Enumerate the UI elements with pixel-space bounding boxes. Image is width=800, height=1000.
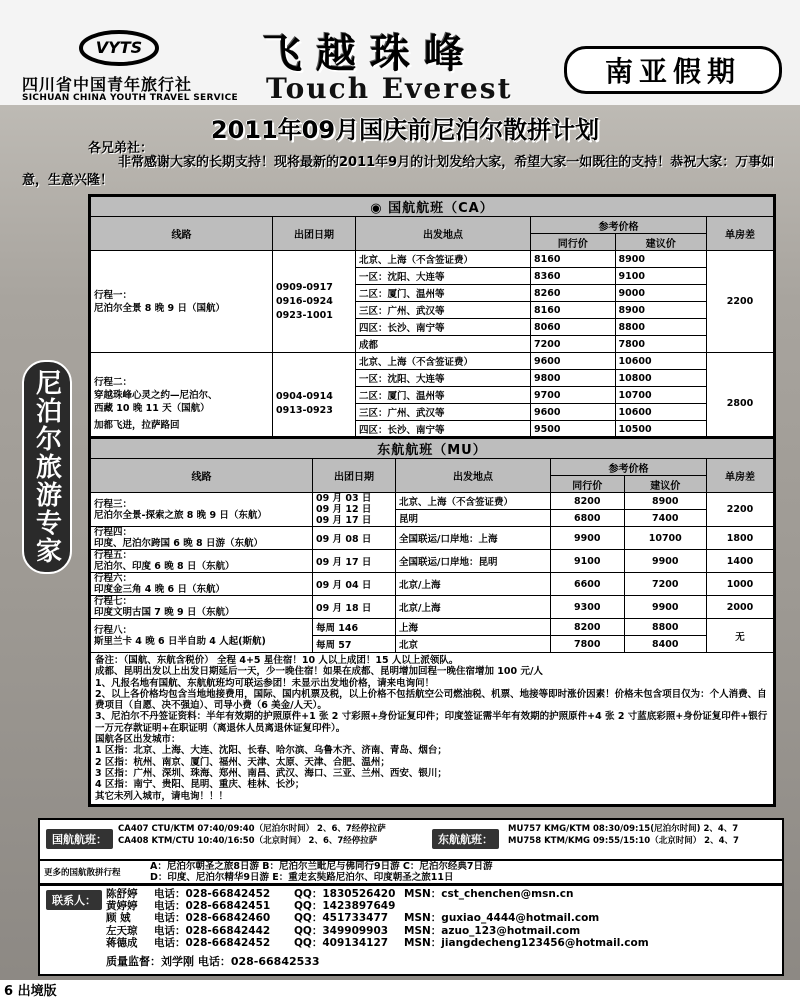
mu-date-cell: 每周 57 — [313, 636, 396, 653]
peer-price: 8200 — [551, 619, 625, 636]
contact-name: 蒋德成 — [106, 936, 138, 949]
depart-cell: 北京 — [396, 636, 551, 653]
peer-price: 8160 — [531, 302, 616, 319]
contacts-box — [38, 884, 784, 976]
contact-msn: MSN：jiangdecheng123456@hotmail.com — [404, 936, 649, 949]
col-date: 出团日期 — [273, 217, 356, 251]
col-suggest: 建议价 — [624, 476, 707, 493]
suggest-price: 10600 — [615, 353, 707, 370]
note-line: 2、以上各价格均包含当地地接费用，国际、国内机票及税，以上价格不包括航空公司燃油税、机票、地接等即时涨价因素！价格未包含项目仅为：个人消费、自费项目（自愿、决不强迫）、司导小费（6 美金/人天）。 — [95, 688, 767, 712]
flight-info — [38, 818, 784, 862]
route-line: 行程四： — [94, 527, 133, 538]
contact-list — [106, 888, 649, 949]
mu-flight-line: MU757 KMG/KTM 08:30/09:15(尼泊尔时间) 2、4、7 — [508, 824, 739, 834]
ca-flight-line: CA407 CTU/KTM 07:40/09:40（尼泊尔时间） 2、6、7经停拉萨 — [118, 824, 386, 834]
contact-tel: 电话：028-66842452 — [154, 888, 271, 900]
note-line: 国航各区出发城市： — [95, 734, 181, 746]
suggest-price: 10800 — [615, 370, 707, 387]
suggest-price: 8900 — [615, 302, 707, 319]
route-line: 行程七： — [94, 596, 133, 607]
peer-price: 9600 — [531, 404, 616, 421]
route-line: 行程一： — [94, 289, 133, 301]
depart-cell: 三区：广州、武汉等 — [356, 302, 531, 319]
mu-route-cell — [91, 527, 313, 550]
peer-price: 7800 — [551, 636, 625, 653]
contact-msn: MSN：azuo_123@hotmail.com — [404, 924, 581, 937]
mu-date-cell: 每周 146 — [313, 619, 396, 636]
date-line: 0904-0914 — [276, 390, 333, 402]
peer-price: 6800 — [551, 510, 625, 527]
route-line: 印度金三角 4 晚 6 日（东航） — [94, 584, 225, 595]
airchina-icon: ◉ — [370, 201, 389, 216]
contact-qq: QQ：1830526420 — [294, 888, 396, 900]
date-line: 09 月 17 日 — [316, 515, 372, 526]
contacts-label: 联系人： — [46, 890, 102, 910]
route-line: 穿越珠峰心灵之约—尼泊尔、 — [94, 389, 218, 401]
ca-flight-lines — [118, 823, 386, 847]
note-line: 备注：（国航、东航含税价） 全程 4+5 星住宿！10 人以上成团！15 人以上派领队。 — [95, 655, 459, 666]
col-peer: 同行价 — [531, 234, 616, 251]
mu-date-cell: 09 月 04 日 — [313, 573, 396, 596]
col-peer: 同行价 — [551, 476, 625, 493]
main-title: 飞越珠峰 — [262, 30, 478, 77]
contact-row — [106, 925, 649, 937]
agency-name-cn: 四川省中国青年旅行社 — [22, 75, 193, 94]
mu-section-title: 东航航班（MU） — [91, 439, 774, 459]
vyts-logo — [78, 26, 160, 70]
peer-price: 6600 — [551, 573, 625, 596]
mu-row — [91, 493, 774, 510]
mu-flight-tag: 东航航班： — [432, 829, 499, 849]
greeting-body: 非常感谢大家的长期支持！现将最新的2011年9月的计划发给大家，希望大家一如既往的支持！恭祝大家：万事如意，生意兴隆！ — [22, 155, 775, 188]
plan-title: 2011年09月国庆前尼泊尔散拼计划 — [210, 116, 600, 144]
depart-cell: 北京、上海（不含签证费） — [356, 353, 531, 370]
contact-qq: QQ：349909903 — [294, 924, 389, 937]
peer-price: 8160 — [531, 251, 616, 268]
route-line: 印度、尼泊尔跨国 6 晚 8 日游（东航） — [94, 538, 263, 549]
suggest-price: 7400 — [624, 510, 707, 527]
suggest-price: 7200 — [624, 573, 707, 596]
depart-cell: 二区：厦门、温州等 — [356, 285, 531, 302]
single-supplement: 1000 — [707, 573, 774, 596]
peer-price: 7200 — [531, 336, 616, 353]
mu-date-cell: 09 月 08 日 — [313, 527, 396, 550]
depart-cell: 上海 — [396, 619, 551, 636]
date-line: 0916-0924 — [276, 295, 333, 307]
contact-msn: MSN：cst_chenchen@msn.cn — [404, 888, 574, 900]
date-line: 09 月 03 日 — [316, 493, 372, 504]
peer-price: 9800 — [531, 370, 616, 387]
contact-row — [106, 912, 649, 924]
route-line: 行程五： — [94, 550, 133, 561]
contact-tel: 电话：028-66842442 — [154, 924, 271, 937]
peer-price: 8360 — [531, 268, 616, 285]
route-line: 尼泊尔全景 8 晚 9 日（国航） — [94, 302, 225, 314]
page-footer: 6 出境版 — [0, 980, 800, 1000]
mu-row — [91, 573, 774, 596]
date-line: 0909-0917 — [276, 281, 333, 293]
mu-date-cell — [313, 493, 396, 527]
col-date: 出团日期 — [313, 459, 396, 493]
col-ref: 参考价格 — [531, 217, 707, 234]
peer-price: 9100 — [551, 550, 625, 573]
mu-route-cell — [91, 596, 313, 619]
depart-cell: 四区：长沙、南宁等 — [356, 421, 531, 438]
suggest-price: 8800 — [615, 319, 707, 336]
ca-table-box — [88, 194, 776, 457]
col-single: 单房差 — [707, 459, 774, 493]
col-ref: 参考价格 — [551, 459, 707, 476]
depart-cell: 三区：广州、武汉等 — [356, 404, 531, 421]
suggest-price: 9000 — [615, 285, 707, 302]
mu-flight-lines — [508, 823, 739, 847]
mu-row — [91, 619, 774, 636]
peer-price: 9500 — [531, 421, 616, 438]
greeting-salutation: 各兄弟社： — [88, 141, 154, 156]
single-supplement: 1400 — [707, 550, 774, 573]
contact-tel: 电话：028-66842451 — [154, 900, 271, 913]
col-route: 线路 — [91, 459, 313, 493]
suggest-price: 7800 — [615, 336, 707, 353]
ca-table — [90, 196, 774, 455]
col-depart: 出发地点 — [356, 217, 531, 251]
route-line: 尼泊尔、印度 6 晚 8 日（东航） — [94, 561, 235, 572]
suggest-price: 10500 — [615, 421, 707, 438]
depart-cell: 二区：厦门、温州等 — [356, 387, 531, 404]
contact-tel: 电话：028-66842460 — [154, 912, 271, 925]
suggest-price: 10700 — [624, 527, 707, 550]
ca-section-title: ◉ 国航航班（CA） — [91, 197, 774, 217]
mu-route-cell — [91, 619, 313, 653]
mu-row — [91, 527, 774, 550]
col-single: 单房差 — [707, 217, 774, 251]
single-supplement: 1800 — [707, 527, 774, 550]
peer-price: 9600 — [531, 353, 616, 370]
ca-flight-line: CA408 KTM/CTU 10:40/16:50（北京时间） 2、6、7经停拉萨 — [118, 836, 378, 846]
suggest-price: 10600 — [615, 404, 707, 421]
suggest-price: 8900 — [624, 493, 707, 510]
more-tours-line: D：印度、尼泊尔精华9日游 E：重走玄奘路尼泊尔、印度朝圣之旅11日 — [150, 872, 454, 883]
south-asia-badge: 南亚假期 — [564, 46, 782, 94]
quality-supervisor: 质量监督：刘学刚 电话：028-66842533 — [106, 955, 320, 968]
suggest-price: 8800 — [624, 619, 707, 636]
ca-row — [91, 251, 774, 268]
contact-qq: QQ：409134127 — [294, 936, 389, 949]
route-line: 西藏 10 晚 11 天（国航） — [94, 402, 210, 414]
single-supplement: 无 — [707, 619, 774, 653]
peer-price: 8260 — [531, 285, 616, 302]
contact-name: 陈舒婷 — [106, 888, 138, 900]
col-suggest: 建议价 — [615, 234, 707, 251]
depart-cell: 四区：长沙、南宁等 — [356, 319, 531, 336]
route-line: 印度文明古国 7 晚 9 日（东航） — [94, 607, 235, 618]
sub-title: Touch Everest — [266, 72, 513, 105]
suggest-price: 8400 — [624, 636, 707, 653]
svg-text:VYTS: VYTS — [95, 38, 143, 57]
contact-name: 左天琼 — [106, 924, 138, 937]
agency-name-en: SICHUAN CHINA YOUTH TRAVEL SERVICE — [22, 93, 238, 103]
single-supplement: 2200 — [707, 251, 774, 353]
mu-date-cell: 09 月 18 日 — [313, 596, 396, 619]
ca-route-cell — [91, 251, 273, 353]
date-line: 0923-1001 — [276, 309, 333, 321]
mu-table-box — [88, 436, 776, 807]
depart-cell: 一区：沈阳、大连等 — [356, 370, 531, 387]
note-line: 3 区指：广州、深圳、珠海、郑州、南昌、武汉、海口、三亚、兰州、西安、银川； — [95, 767, 447, 779]
mu-route-cell — [91, 550, 313, 573]
depart-cell: 一区：沈阳、大连等 — [356, 268, 531, 285]
ca-flight-tag: 国航航班： — [46, 829, 113, 849]
ca-date-cell — [273, 251, 356, 353]
contact-qq: QQ：1423897649 — [294, 900, 396, 913]
mu-route-cell — [91, 493, 313, 527]
note-line: 2 区指：杭州、南京、厦门、福州、天津、太原、天津、合肥、温州； — [95, 756, 390, 768]
peer-price: 9700 — [531, 387, 616, 404]
mu-route-cell — [91, 573, 313, 596]
route-line: 行程二： — [94, 376, 133, 388]
depart-cell: 北京/上海 — [396, 573, 551, 596]
mu-row — [91, 550, 774, 573]
more-tours-lines — [150, 861, 493, 883]
depart-cell: 全国联运/口岸地：上海 — [396, 527, 551, 550]
note-line: 1 区指：北京、上海、大连、沈阳、长春、哈尔滨、乌鲁木齐、济南、青岛、烟台； — [95, 745, 447, 757]
contact-row — [106, 937, 649, 949]
suggest-price: 10700 — [615, 387, 707, 404]
more-tours — [38, 859, 784, 885]
suggest-price: 9900 — [624, 596, 707, 619]
peer-price: 9900 — [551, 527, 625, 550]
more-tours-label: 更多的国航散拼行程 — [44, 868, 121, 878]
route-line: 尼泊尔全景-探索之旅 8 晚 9 日（东航） — [94, 509, 267, 521]
contact-msn: MSN：guxiao_4444@hotmail.com — [404, 912, 600, 925]
depart-cell: 成都 — [356, 336, 531, 353]
suggest-price: 9900 — [624, 550, 707, 573]
route-line: 行程三： — [94, 498, 133, 510]
suggest-price: 8900 — [615, 251, 707, 268]
single-supplement: 2800 — [707, 353, 774, 455]
depart-cell: 昆明 — [396, 510, 551, 527]
contact-qq: QQ：451733477 — [294, 912, 389, 925]
mu-table — [90, 438, 774, 805]
contact-row — [106, 888, 649, 900]
note-line: 3、尼泊尔不丹签证资料：半年有效期的护照原件+1 张 2 寸彩照+身份证复印件；印度签证需半年有效期的护照原件+4 张 2 寸蓝底彩照+身份证复印件+银行一万元存款证明+在职证明（离退休人员离退休证复印件）。 — [95, 711, 768, 734]
more-tours-line: A：尼泊尔朝圣之旅8日游 B：尼泊尔兰毗尼与佛同行9日游 C：尼泊尔经典7日游 — [150, 861, 493, 872]
peer-price: 8200 — [551, 493, 625, 510]
depart-cell: 北京、上海（不含签证费） — [356, 251, 531, 268]
mu-row — [91, 596, 774, 619]
notes-block — [91, 653, 774, 805]
single-supplement: 2000 — [707, 596, 774, 619]
date-line: 09 月 12 日 — [316, 504, 372, 515]
depart-cell: 北京/上海 — [396, 596, 551, 619]
note-line: 4 区指：南宁、贵阳、昆明、重庆、桂林、长沙； — [95, 779, 305, 791]
depart-cell: 北京、上海（不含签证费） — [396, 493, 551, 510]
depart-cell: 全国联运/口岸地：昆明 — [396, 550, 551, 573]
col-depart: 出发地点 — [396, 459, 551, 493]
suggest-price: 9100 — [615, 268, 707, 285]
col-route: 线路 — [91, 217, 273, 251]
note-line: 其它未列入城市，请电询！！！ — [95, 790, 229, 802]
peer-price: 9300 — [551, 596, 625, 619]
side-label: 尼泊尔旅游专家 — [22, 360, 72, 574]
mu-date-cell: 09 月 17 日 — [313, 550, 396, 573]
date-line: 0913-0923 — [276, 404, 333, 416]
route-line: 加都飞进，拉萨路回 — [94, 419, 180, 431]
contact-tel: 电话：028-66842452 — [154, 936, 271, 949]
route-line: 斯里兰卡 4 晚 6 日半自助 4 人起(斯航) — [94, 635, 266, 647]
route-line: 行程八： — [94, 624, 133, 636]
contact-name: 黄婷婷 — [106, 900, 138, 913]
contact-row — [106, 900, 649, 912]
route-line: 行程六： — [94, 573, 133, 584]
single-supplement: 2200 — [707, 493, 774, 527]
contact-name: 顾 娀 — [106, 912, 131, 925]
ca-row — [91, 353, 774, 370]
mu-flight-line: MU758 KTM/KMG 09:55/15:10（北京时间） 2、4、7 — [508, 836, 739, 846]
peer-price: 8060 — [531, 319, 616, 336]
note-line: 1、凡报名地有国航、东航航班均可联运参团！未显示出发地价格，请来电询问！ — [95, 677, 435, 689]
note-line: 成都、昆明出发以上出发日期延后一天，少一晚住宿！如果在成都、昆明增加回程一晚住宿增加 100 元/人 — [95, 666, 543, 678]
